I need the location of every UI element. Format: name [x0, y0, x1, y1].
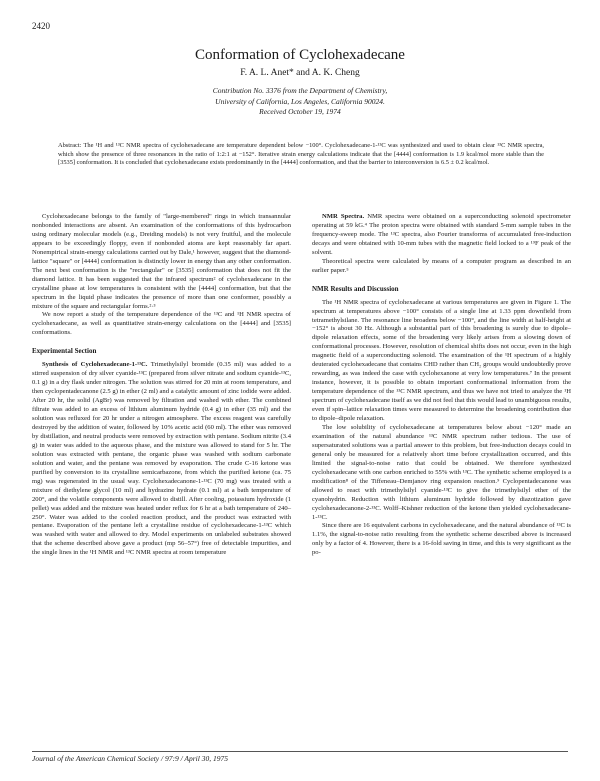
affiliation-line-2: University of California, Los Angeles, California 90024. — [215, 96, 385, 106]
article-title: Conformation of Cyclohexadecane — [195, 47, 405, 63]
affiliation-line-1: Contribution No. 3376 from the Department of Chemistry, — [212, 86, 388, 95]
results-paragraph-2: The low solubility of cyclohexadecane at temperatures below about −120° made an examination of the natural abundance ¹³C NMR spectrum rather tedious. The use of supersaturated solutions was a partial answer to this problem, but free-induction decays could in general only be measured for a relatively short time before crystallization occurred, and this limited the signal-to-noise ratio that could be obtained. We therefore synthesized cyclohexadecane with one carbon enriched to 55% with ¹³C. The synthetic scheme employed is a modification⁸ of the Tiffeneau–Demjanov ring expansion reaction.⁹ Cyclopentadecanone was allowed to react with trimethylsilyl cyanide-¹³C to give the trimethylsilyl ether of the cyanohydrin. Reduction with lithium aluminum hydride followed by diazotization gave cyclohexadecanone-2-¹³C. Wolff–Kishner reduction of the ketone then yielded cyclohexadecane-1-¹³C. — [312, 423, 571, 521]
experimental-heading: Experimental Section — [32, 347, 97, 356]
nmr-spectra-lead: NMR Spectra. — [322, 213, 365, 220]
left-column — [32, 213, 291, 558]
synthesis-text: Trimethylsilyl bromide (0.35 ml) was added to a stirred suspension of dry silver cyanide-¹³C (prepared from silver nitrate and sodium cyanide-¹³C, 0.1 g) in a dry flask under nitrogen. The solution was stirred for 20 min at room temperature, and then cyclopentadecanone (2.5 g) in ether (2 ml) and a catalytic amount of zinc iodide were added. After 20 hr, the solid (AgBr) was removed by filtration and washed with ether. The combined filtrate was added to an excess of lithium aluminum hydride (0.4 g) in ether (35 ml) and the solution was refluxed for 20 hr under a nitrogen atmosphere. The excess reagent was carefully destroyed by the addition of water, followed by 10% acetic acid (60 ml). The ether was removed by distillation, and neutral products were removed by extraction with pentane. Sodium nitrite (3.4 g) in water was added to the aqueous phase, and the mixture was allowed to stand for 5 hr. The solution was extracted with pentane, the organic phase was washed with sodium carbonate solution and water, and the pentane was removed by evaporation. The crude C-16 ketone was purified by conversion to its crystalline semicarbazone, from which the purified ketone (ca. 75 mg) was regenerated in the usual way. Cyclohexadecanone-1-¹³C (70 mg) was treated with a mixture of diethylene glycol (10 ml) and hydrazine hydrate (0.1 ml) at a bath temperature of 200°, and the volatile components were allowed to distill. After cooling, potassium hydroxide (1 pellet) was added and the mixture was heated under reflux for 6 hr at a bath temperature of 240–250°. Water was added to the cooled reaction product, and the product was extracted with pentane. Evaporation of the pentane left a crystalline residue of cyclohexadecane-1-¹³C which was washed with water and allowed to dry. Model experiments on unlabeled substrates showed that the scheme described above gave a product (mp 56–57°) free of detectable impurities, and the single lines in the ¹H NMR and ¹³C NMR spectra at room temperature — [32, 361, 291, 557]
affiliation-block — [0, 86, 600, 118]
author-line: F. A. L. Anet* and A. K. Cheng — [240, 68, 360, 78]
received-date: Received October 19, 1974 — [259, 107, 341, 116]
synthesis-lead: Synthesis of Cyclohexadecane-1-¹³C. — [42, 361, 148, 369]
results-paragraph-3: Since there are 16 equivalent carbons in cyclohexadecane, and the natural abundance of ¹³C is 1.1%, the signal-to-noise ratio resulting from the synthetic scheme described above is increased only by a factor of 4. However, there is a 16-fold saving in time, and this is very significant as the po- — [312, 522, 571, 557]
intro-paragraph-2: We now report a study of the temperature dependence of the ¹³C and ¹H NMR spectra of cyclohexadecane, as well as quantitative strain-energy calculations on the [4444] and [3535] conformations. — [32, 311, 291, 337]
journal-footer: Journal of the American Chemical Society / 97:9 / April 30, 1975 — [32, 751, 568, 763]
nmr-spectra-paragraph — [312, 213, 571, 258]
nmr-spectra-text: NMR spectra were obtained on a superconducting solenoid spectrometer operating at 59 kG.⁴ The proton spectra were obtained with standard 5-mm sample tubes in the frequency-sweep mode. The ¹³C spectra, also Fourier transforms of accumulated free-induction decays and were obtained with 10-mm tubes with the magnetic field locked to a ¹⁹F peak of the solvent. — [312, 213, 571, 256]
intro-paragraph-1: Cyclohexadecane belongs to the family of "large-membered" rings in which transannular nonbonded interactions are absent. An examination of the conformations of this hydrocarbon using ordinary molecular models (e.g., Dreiding models) is not very fruitful, and the molecule appears to be exceedingly floppy, even if nonbonded atoms are kept reasonably far apart. Nonempirical strain-energy calculations carried out by Dale,¹ however, suggest that the diamond-lattice "square" or [4444] conformation is distinctly lower in energy than any other conformation. The next best conformation is the "rectangular" or [3535] conformation that does not fit the diamond lattice. It has been suggested that the infrared spectrum² of cyclohexadecane in the crystalline phase at low temperatures is consistent with the [4444] conformation, but that the spectrum in the liquid phase indicates the presence of more than one conformer, possibly a mixture of the square and rectangular forms.²·³ — [32, 213, 291, 310]
synthesis-paragraph — [32, 361, 291, 558]
results-heading: NMR Results and Discussion — [312, 284, 399, 293]
theory-paragraph: Theoretical spectra were calculated by means of a computer program as described in an earlier paper.⁵ — [312, 257, 571, 274]
results-paragraph-1: The ¹H NMR spectra of cyclohexadecane at various temperatures are given in Figure 1. The spectrum at temperatures above −100° consists of a single line at 1.33 ppm downfield from tetramethylsilane. The resonance line broadens below −100°, and the line width at half-height at −152° is about 30 Hz. Although a substantial part of this broadening is surely due to dipole–dipole relaxation effects, some of the broadening very likely arises from a slowing down of conformational processes. However, resolution of chemical shifts does not occur, even in the high magnetic field of a superconducting solenoid. The examination of the ¹H spectrum of a highly deuterated cyclohexadecane that contains CHD rather than CH₂ groups would undoubtedly prove rewarding, as was indeed the case with cyclohexanone at very low temperatures.⁷ In the present instance, however, it is possible to obtain important conformational information from the temperature dependence of the ¹³C NMR spectrum, and thus we have not tried to analyze the ¹H spectrum of cyclohexadecane itself as we did not feel that this would lead to unambiguous results, even if spin–lattice relaxation times were measured to determine the broadening contribution due to dipole–dipole relaxation. — [312, 298, 571, 423]
right-column — [312, 213, 571, 558]
abstract: Abstract: The ¹H and ¹³C NMR spectra of cyclohexadecane are temperature dependent below −100°. Cyclohexadecane-1-¹³C was synthesized and used to obtain clear ¹³C NMR spectra, which show the presence of three resonances in the ratio of 1:2:1 at −152°. Iterative strain energy calculations indicate that the [4444] conformation is 1.9 kcal/mol more stable than the [3535] conformation. It is concluded that cyclohexadecane exists predominantly in the [4444] conformation, and that the barrier to interconversion is 6.5 ± 0.2 kcal/mol. — [58, 142, 544, 167]
page-number: 2420 — [32, 21, 50, 31]
